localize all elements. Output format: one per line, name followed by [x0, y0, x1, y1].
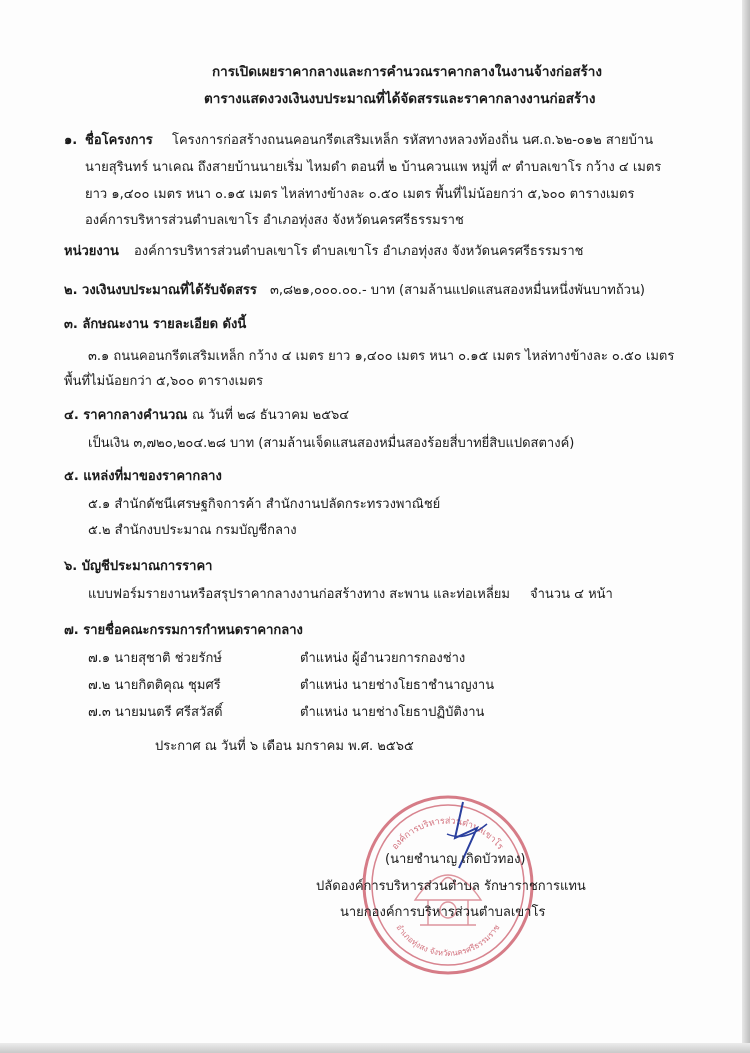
sec2-text: ๓,๘๒๑,๐๐๐.๐๐.- บาท (สามล้านแปดแสนสองหมื่นหนึ่งพันบาทถ้วน) [270, 283, 645, 298]
sec4-amount: เป็นเงิน ๓,๗๒๐,๒๐๔.๒๘ บาท (สามล้านเจ็ดแสนสองหมื่นสองร้อยสี่บาทยี่สิบแปดสตางค์) [88, 436, 575, 451]
document-title: การเปิดเผยราคากลางและการคำนวณราคากลางในงานจ้างก่อสร้าง [212, 64, 602, 80]
sec3-heading: ๓. ลักษณะงาน รายละเอียด ดังนี้ [64, 317, 247, 332]
committee-member-name: ๗.๑ นายสุชาติ ช่วยรักษ์ [88, 651, 222, 666]
seal-text-bottom: อำเภอทุ่งสง จังหวัดนครศรีธรรมราช [394, 922, 502, 958]
signatory-title-line2: นายกองค์การบริหารส่วนตำบลเขาโร [340, 905, 546, 920]
sec4-date: ณ วันที่ ๒๘ ธันวาคม ๒๕๖๔ [192, 408, 350, 423]
sec1-line1: โครงการก่อสร้างถนนคอนกรีตเสริมเหล็ก รหัสทางหลวงท้องถิ่น นศ.ถ.๖๒-๐๑๒ สายบ้าน [172, 133, 654, 148]
signatory-title-line1: ปลัดองค์การบริหารส่วนตำบล รักษาราชการแทน [316, 879, 586, 894]
agency-text: องค์การบริหารส่วนตำบลเขาโร ตำบลเขาโร อำเภอทุ่งสง จังหวัดนครศรีธรรมราช [134, 244, 584, 259]
seal-text-top: องค์การบริหารส่วนตำบลเขาโร [390, 816, 505, 852]
sec1-number: ๑. [64, 133, 78, 148]
sec1-line3: ยาว ๑,๔๐๐ เมตร หนา ๐.๑๕ เมตร ไหล่ทางข้างละ ๐.๕๐ เมตร พื้นที่ไม่น้อยกว่า ๕,๖๐๐ ตารางเมตร [85, 187, 635, 202]
sec1-line2: นายสุรินทร์ นาเคณ ถึงสายบ้านนายเริ่ม ไหมดำ ตอนที่ ๒ บ้านควนแพ หมู่ที่ ๙ ตำบลเขาโร กว้าง ๔ เมตร [85, 160, 662, 175]
committee-member-position: ตำแหน่ง นายช่างโยธาชำนาญงาน [300, 678, 495, 693]
sec1-heading: ชื่อโครงการ [85, 133, 153, 148]
signatory-name: (นายชำนาญ เกิดบัวทอง) [385, 852, 526, 867]
sec7-heading: ๗. รายชื่อคณะกรรมการกำหนดราคากลาง [64, 623, 303, 638]
sec5-item2: ๕.๒ สำนักงบประมาณ กรมบัญชีกลาง [88, 523, 297, 538]
page-right-edge [742, 0, 750, 1053]
sec4-heading: ๔. ราคากลางคำนวณ [64, 408, 188, 423]
committee-member-position: ตำแหน่ง ผู้อำนวยการกองช่าง [300, 651, 466, 666]
sec5-heading: ๕. แหล่งที่มาของราคากลาง [64, 469, 222, 484]
document-subtitle: ตารางแสดงวงเงินงบประมาณที่ได้จัดสรรและราคากลางงานก่อสร้าง [204, 91, 596, 107]
agency-heading: หน่วยงาน [64, 244, 119, 259]
sec2-heading: ๒. วงเงินงบประมาณที่ได้รับจัดสรร [64, 283, 257, 298]
sec5-item1: ๕.๑ สำนักดัชนีเศรษฐกิจการค้า สำนักงานปลัดกระทรวงพาณิชย์ [88, 497, 441, 512]
sec6-pages: จำนวน ๔ หน้า [530, 587, 613, 602]
sec3-line1: ๓.๑ ถนนคอนกรีตเสริมเหล็ก กว้าง ๔ เมตร ยาว ๑,๔๐๐ เมตร หนา ๐.๑๕ เมตร ไหล่ทางข้างละ ๐.๕๐ เมตร [88, 349, 675, 364]
sec6-heading: ๖. บัญชีประมาณการราคา [64, 559, 213, 574]
committee-member-name: ๗.๒ นายกิตติคุณ ชุมศรี [88, 678, 221, 693]
committee-member-name: ๗.๓ นายมนตรี ศรีสวัสดิ์ [88, 705, 223, 720]
announcement-date: ประกาศ ณ วันที่ ๖ เดือน มกราคม พ.ศ. ๒๕๖๕ [155, 739, 414, 754]
sec3-line2: พื้นที่ไม่น้อยกว่า ๕,๖๐๐ ตารางเมตร [64, 374, 264, 389]
sec6-text: แบบฟอร์มรายงานหรือสรุปราคากลางงานก่อสร้างทาง สะพาน และท่อเหลี่ยม [88, 587, 510, 602]
page-bottom-edge [0, 1043, 750, 1053]
committee-member-position: ตำแหน่ง นายช่างโยธาปฏิบัติงาน [300, 705, 485, 720]
sec1-line4: องค์การบริหารส่วนตำบลเขาโร อำเภอทุ่งสง จังหวัดนครศรีธรรมราช [85, 213, 464, 228]
